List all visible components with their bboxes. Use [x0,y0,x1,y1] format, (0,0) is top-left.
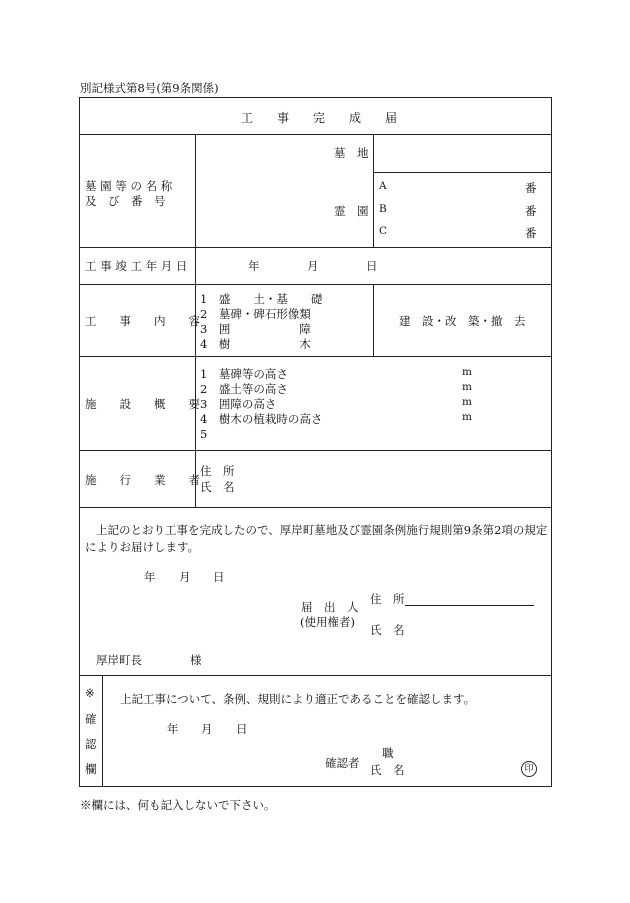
footnote: ※欄には、何も記入しないで下さい。 [80,798,276,812]
ban-c: 番 [525,226,537,240]
confirm-text: 上記工事について、条例、規則により適正であることを確認します。 [120,692,476,706]
table-border-bottom [79,786,552,787]
section-c: C [379,225,388,237]
facility-unit-4: m [462,411,472,423]
confirm-col-char-1: 確 [85,712,97,726]
work-item-4: 4 樹 木 [200,337,311,351]
table-border-right [551,97,552,787]
seal-mark [521,761,537,777]
declaration-year: 年 [144,570,156,584]
applicant-label: 届 出 人 [301,600,359,614]
row-divider [79,247,552,248]
seal-text: 印 [524,764,534,774]
cemetery-label-line1: 墓 園 等 の 名 称 [85,179,173,193]
confirm-col-char-3: 欄 [85,762,97,776]
facility-label: 施 設 概 要 [85,397,200,411]
work-item-3: 3 囲 障 [200,322,311,336]
confirm-col-char-2: 認 [85,737,97,751]
row-divider [79,450,552,451]
row-divider [79,356,552,357]
facility-unit-3: m [462,396,472,408]
facility-unit-1: m [462,366,472,378]
row-divider [79,507,552,508]
completion-day: 日 [366,259,378,273]
bochi-label: 墓 地 [334,146,369,160]
form-label: 別記様式第8号(第9条関係) [80,81,219,95]
contractor-label: 施 行 業 者 [85,473,200,487]
cemetery-label-line2: 及 び 番 号 [85,194,166,208]
row-divider [79,284,552,285]
applicant-role: (使用権者) [300,615,355,629]
work-content-label: 工 事 内 容 [85,314,200,328]
confirm-mark: ※ [85,686,95,700]
column-divider [373,134,374,247]
table-border-left [79,97,80,787]
column-divider [373,284,374,356]
declaration-line1: 上記のとおり工事を完成したので、厚岸町墓地及び霊園条例施行規則第9条第2項の規定 [96,523,548,537]
facility-item-4: 4 樹木の植栽時の高さ [200,412,323,426]
confirmer-label: 確認者 [325,756,360,770]
completion-month: 月 [307,259,319,273]
declaration-line2: によりお届けします。 [85,540,200,554]
applicant-address-field[interactable] [405,605,534,606]
facility-item-3: 3 囲障の高さ [200,397,277,411]
work-item-2: 2 墓碑・碑石形像類 [200,307,311,321]
addressee: 厚岸町長 [96,653,142,667]
facility-unit-2: m [462,381,472,393]
column-divider [102,675,103,786]
confirm-day: 日 [236,722,248,736]
applicant-name-label: 氏 名 [370,623,405,637]
ban-a: 番 [525,181,537,195]
confirm-month: 月 [201,722,213,736]
declaration-day: 日 [213,570,225,584]
confirmer-post-label: 職 [382,746,394,760]
contractor-name-label: 氏 名 [200,480,235,494]
completion-year: 年 [248,259,260,273]
facility-item-2: 2 盛土等の高さ [200,382,288,396]
ban-b: 番 [525,204,537,218]
applicant-address-label: 住 所 [370,592,405,606]
work-item-1: 1 盛 土・基 礎 [200,292,323,306]
section-b: B [379,203,387,215]
reien-label: 霊 園 [334,204,369,218]
declaration-month: 月 [179,570,191,584]
contractor-address-label: 住 所 [200,464,235,478]
cell-divider [373,172,552,173]
addressee-honorific: 様 [190,653,202,667]
table-border-top [79,97,552,98]
form-title: 工 事 完 成 届 [241,111,398,125]
completion-date-label: 工 事 竣 工 年 月 日 [85,259,188,273]
confirm-year: 年 [167,722,179,736]
confirmer-name-label: 氏 名 [370,763,405,777]
facility-item-1: 1 墓碑等の高さ [200,367,288,381]
row-divider [79,134,552,135]
facility-item-5: 5 [200,427,208,441]
section-a: A [379,180,387,192]
work-type-options: 建 設・改 築・撤 去 [399,314,526,328]
row-divider [79,675,552,676]
